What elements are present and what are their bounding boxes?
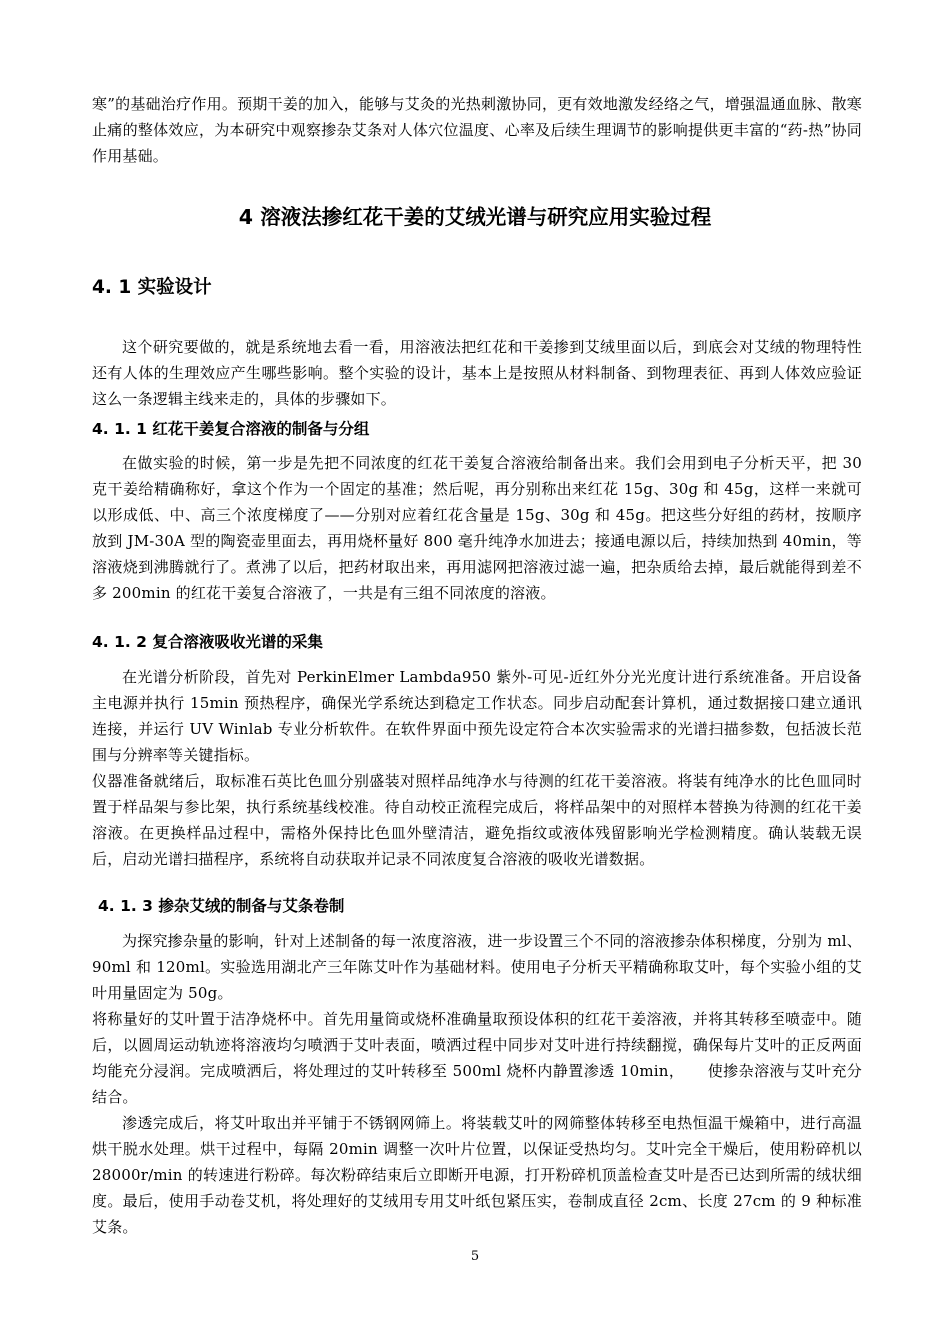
paragraph-intro-continuation: 寒”的基础治疗作用。预期干姜的加入，能够与艾灸的光热刺激协同，更有效地激发经络之气，增强温通血脉、散寒止痛的整体效应，为本研究中观察掺杂艾条对人体穴位温度、心率及后续生理调节的影响提供更丰富的“药-热”协同作用基础。 — [92, 95, 862, 165]
paragraph-doping-volume: 为探究掺杂量的影响，针对上述制备的每一浓度溶液，进一步设置三个不同的溶液掺杂体积梯度，分别为 ml、90ml 和 120ml。实验选用湖北产三年陈艾叶作为基础材料。使用电子分析天平精确称取艾叶，每个实验小组的艾叶用量固定为 50g。 — [92, 932, 862, 1002]
paragraph-spectrum-measure: 仪器准备就绪后，取标准石英比色皿分别盛装对照样品纯净水与待测的红花干姜溶液。将装有纯净水的比色皿同时置于样品架与参比架，执行系统基线校准。待自动校正流程完成后，将样品架中的对照样本替换为待测的红花干姜溶液。在更换样品过程中，需格外保持比色皿外壁清洁，避免指纹或液体残留影响光学检测精度。确认装载无误后，启动光谱扫描程序，系统将自动获取并记录不同浓度复合溶液的吸收光谱数据。 — [92, 772, 862, 868]
section-heading: 4. 1 实验设计 — [92, 277, 212, 298]
subsection-heading-solution-prep: 4. 1. 1 红花干姜复合溶液的制备与分组 — [92, 420, 370, 438]
page-number: 5 — [470, 1249, 480, 1264]
paragraph-spraying: 将称量好的艾叶置于洁净烧杯中。首先用量筒或烧杯准确量取预设体积的红花干姜溶液，并将其转移至喷壶中。随后，以圆周运动轨迹将溶液均匀喷洒于艾叶表面，喷洒过程中同步对艾叶进行持续翻搅，确保每片艾叶的正反两面均能充分浸润。完成喷洒后，将处理过的艾叶转移至 500ml 烧杯内静置渗透 10min， 使掺杂溶液与艾叶充分结合。 — [92, 1010, 862, 1106]
paragraph-solution-prep: 在做实验的时候，第一步是先把不同浓度的红花干姜复合溶液给制备出来。我们会用到电子分析天平，把 30 克干姜给精确称好，拿这个作为一个固定的基准；然后呢，再分别称出来红花 15g、30g 和 45g，这样一来就可以形成低、中、高三个浓度梯度了——分别对应着红花含量是 15g、30g 和 45g。把这些分好组的药材，按顺序放到 JM-30A 型的陶瓷壶里面去，再用烧杯量好 800 毫升纯净水加进去；接通电源以后，持续加热到 40min，等溶液烧到沸腾就行了。煮沸了以后，把药材取出来，再用滤网把溶液过滤一遍，把杂质给去掉，最后就能得到差不多 200min 的红花干姜复合溶液了，一共是有三组不同浓度的溶液。 — [92, 454, 862, 602]
chapter-heading: 4 溶液法掺红花干姜的艾绒光谱与研究应用实验过程 — [238, 205, 712, 229]
subsection-heading-spectrum: 4. 1. 2 复合溶液吸收光谱的采集 — [92, 633, 323, 651]
subsection-heading-moxa-prep: 4. 1. 3 掺杂艾绒的制备与艾条卷制 — [98, 897, 345, 915]
paragraph-spectrum-setup: 在光谱分析阶段，首先对 PerkinElmer Lambda950 紫外-可见-近红外分光光度计进行系统准备。开启设备主电源并执行 15min 预热程序，确保光学系统达到稳定工作状态。同步启动配套计算机，通过数据接口建立通讯连接，并运行 UV Winlab 专业分析软件。在软件界面中预先设定符合本次实验需求的光谱扫描参数，包括波长范围与分辨率等关键指标。 — [92, 668, 862, 764]
paragraph-drying-rolling: 渗透完成后，将艾叶取出并平铺于不锈钢网筛上。将装载艾叶的网筛整体转移至电热恒温干燥箱中，进行高温烘干脱水处理。烘干过程中，每隔 20min 调整一次叶片位置，以保证受热均匀。艾叶完全干燥后，使用粉碎机以 28000r/min 的转速进行粉碎。每次粉碎结束后立即断开电源，打开粉碎机顶盖检查艾叶是否已达到所需的绒状细度。最后，使用手动卷艾机，将处理好的艾绒用专用艾叶纸包紧压实，卷制成直径 2cm、长度 27cm 的 9 种标准艾条。 — [92, 1114, 862, 1236]
paragraph-design-overview: 这个研究要做的，就是系统地去看一看，用溶液法把红花和干姜掺到艾绒里面以后，到底会对艾绒的物理特性还有人体的生理效应产生哪些影响。整个实验的设计，基本上是按照从材料制备、到物理表征、再到人体效应验证这么一条逻辑主线来走的，具体的步骤如下。 — [92, 338, 862, 408]
